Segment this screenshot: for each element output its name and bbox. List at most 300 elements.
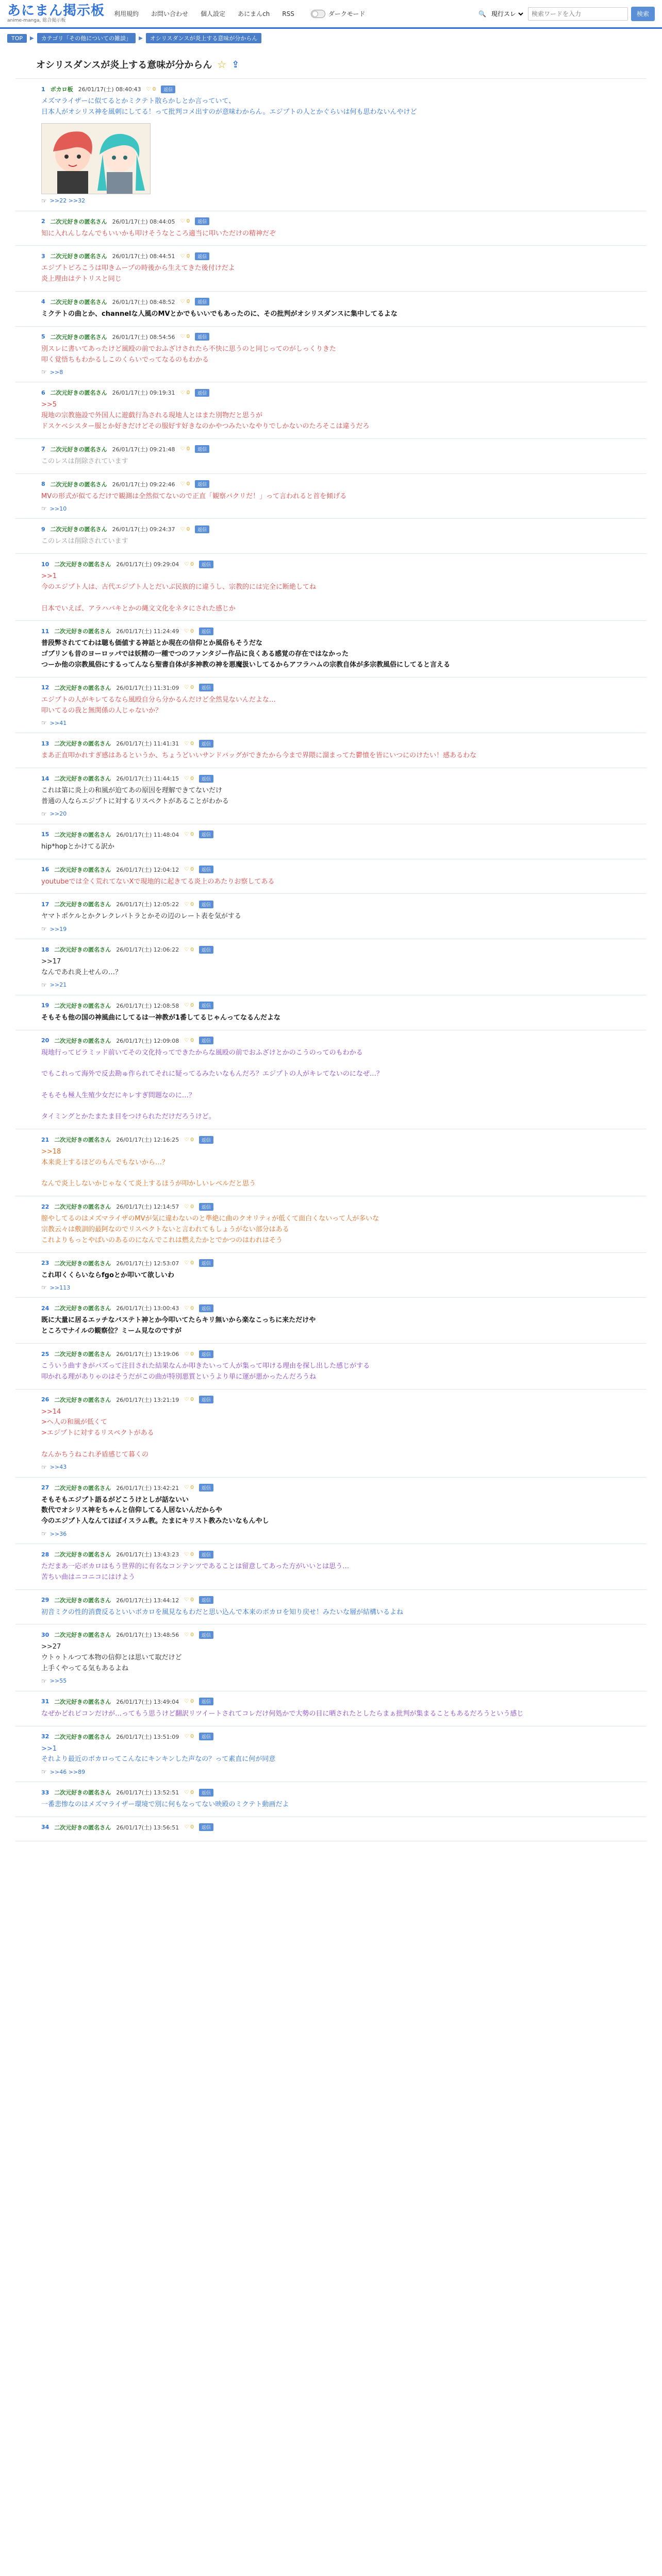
post-date: 26/01/17(土) 09:21:48 (112, 446, 175, 453)
post-date: 26/01/17(土) 11:31:09 (116, 684, 179, 691)
reply-button[interactable]: 返信 (199, 1350, 213, 1358)
post-body: エジプトの人がキレてるなら風殴自分ら分かるんだけど全然見ないんだよな… 叩いてるの我と無関係の人じゃないか？ (41, 696, 276, 715)
like-count: 0 (190, 1699, 194, 1705)
post-meta (41, 1823, 638, 1832)
poster-name: 二次元好きの匿名さん (50, 333, 107, 341)
post-number[interactable]: 22 (41, 1203, 49, 1210)
post-meta (41, 627, 638, 635)
poster-name: 二次元好きの匿名さん (54, 1733, 111, 1740)
post (15, 78, 647, 211)
reply-button[interactable]: 返信 (195, 389, 209, 397)
post-date: 26/01/17(土) 13:48:56 (116, 1632, 179, 1639)
reply-button[interactable]: 返信 (199, 684, 213, 691)
heart-icon: ♡ (180, 446, 187, 452)
post (15, 439, 647, 474)
reference-links[interactable]: >>36 (49, 1530, 67, 1537)
like-button[interactable] (180, 299, 190, 304)
reference-links[interactable]: >>10 (49, 505, 67, 512)
dark-mode-label: ダークモード (328, 10, 366, 18)
like-count: 0 (186, 446, 190, 452)
post-date: 26/01/17(土) 13:00:43 (116, 1305, 179, 1312)
post-number[interactable]: 19 (41, 1002, 49, 1009)
poster-name: 二次元好きの匿名さん (54, 1698, 111, 1705)
search-scope-select[interactable] (489, 10, 525, 18)
post-meta (41, 684, 638, 692)
post (15, 1389, 647, 1478)
like-button[interactable] (184, 1790, 194, 1795)
poster-name: 二次元好きの匿名さん (54, 1484, 111, 1492)
post-date: 26/01/17(土) 13:56:51 (116, 1824, 179, 1831)
heart-icon: ♡ (184, 1038, 191, 1043)
post-body: MVの形式が似てるだけで観測は全然似てないので正直「観察パクリだ！」って言われると首を傾げる (41, 492, 347, 500)
reference-icon: ☞ (41, 981, 47, 989)
poster-name: 二次元好きの匿名さん (54, 1260, 111, 1267)
like-count: 0 (190, 1551, 194, 1557)
heart-icon: ♡ (180, 389, 187, 396)
post-date: 26/01/17(土) 12:08:58 (116, 1002, 179, 1009)
post-date: 26/01/17(土) 09:24:37 (112, 526, 175, 533)
nav-animanch[interactable]: あにまんch (238, 10, 270, 18)
like-button[interactable] (184, 629, 194, 634)
post-body: そもそもエジプト語るがどこうけとしが話ないい 数代でオシリス神をちゃんと信仰してる人居ないんだからや 今のエジプト人なんてほぼイスラム教。たまにキリスト教みたいなもんやし (41, 1496, 269, 1526)
logo-text: あにまん掲示板 (7, 3, 105, 19)
thread (0, 58, 662, 1841)
post-refs (41, 719, 638, 726)
like-count: 0 (190, 832, 194, 838)
heart-icon: ♡ (184, 628, 191, 634)
poster-name: 二次元好きの匿名さん (50, 389, 107, 397)
post-body: ただまあ一応ボカロはもう世界的に有名なコンテンツであることは留意してあった方がいいとは思う… 苦ちい曲はニコニコにはけよう (41, 1563, 350, 1581)
reference-icon: ☞ (41, 925, 47, 933)
poster-name: 二次元好きの匿名さん (54, 1002, 111, 1009)
poster-name: 二次元好きの匿名さん (50, 218, 107, 225)
post-body: 既に大量に居るエッチなバステト神とか今叩いてたらキリ無いから楽なこっちに来ただけや ところでナイルの観察位？ミーム見なのですが (41, 1316, 316, 1335)
post (15, 1196, 647, 1252)
like-button[interactable] (184, 1351, 194, 1357)
reply-button[interactable]: 返信 (199, 901, 213, 908)
heart-icon: ♡ (184, 1597, 191, 1603)
post-meta (41, 945, 638, 954)
heart-icon: ♡ (184, 1204, 191, 1210)
post-meta (41, 1304, 638, 1312)
poster-name: 二次元好きの匿名さん (54, 866, 111, 873)
like-count: 0 (190, 685, 194, 691)
nav-terms[interactable]: 利用規約 (114, 10, 139, 18)
like-count: 0 (186, 526, 190, 532)
post-image[interactable] (41, 123, 151, 194)
post-meta (41, 525, 638, 533)
post (15, 1129, 647, 1196)
like-count: 0 (186, 253, 190, 259)
reference-icon: ☞ (41, 1530, 47, 1538)
heart-icon: ♡ (146, 86, 153, 92)
like-count: 0 (190, 1204, 194, 1210)
post (15, 1253, 647, 1298)
reply-button[interactable]: 返信 (199, 1396, 213, 1403)
post (15, 1624, 647, 1691)
poster-name: 二次元好きの匿名さん (50, 446, 107, 453)
poster-name: 二次元好きの匿名さん (50, 298, 107, 306)
like-button[interactable] (184, 1632, 194, 1638)
post-body: 普段弊されててわは聴も価値する神話とか現在の信仰とか風俗もそうだな ゴブリンも昔のヨーロッパでは妖精の一種でつのファンタジー作品に良くある感覚の存在ではなかった つーか他の宗教風俗にするってんなら聖書自体が多神教の神を悪魔扱いしてるからアフラハムの宗教自体が多宗教風俗にしてると言える (41, 639, 451, 669)
post (15, 1726, 647, 1783)
like-button[interactable] (180, 481, 190, 487)
heart-icon: ♡ (184, 1137, 191, 1143)
thread-title-text: オシリスダンスが炎上する意味が分からん (36, 60, 212, 71)
poster-name: 二次元好きの匿名さん (54, 1789, 111, 1797)
post-number[interactable]: 12 (41, 684, 49, 691)
thread-title (36, 58, 647, 71)
poster-name: 二次元好きの匿名さん (54, 775, 111, 783)
reply-button[interactable]: 返信 (195, 526, 209, 533)
poster-name: 二次元好きの匿名さん (54, 1137, 111, 1144)
search-button[interactable]: 検索 (631, 7, 655, 21)
post-meta (41, 1350, 638, 1358)
reference-icon: ☞ (41, 1284, 47, 1292)
reply-button[interactable]: 返信 (195, 333, 209, 341)
post-number[interactable]: 23 (41, 1260, 49, 1267)
post-meta (41, 298, 638, 306)
post-body: メズマライザーに似てるとかミクテト散らかしとか言っていて、 日本人がオシリス神を風刺にしてる！って批判コメ出すのが意味わからん。エジプトの人とかぐらいは何も思わないんやけど (41, 97, 417, 116)
post-number[interactable]: 30 (41, 1631, 49, 1638)
post-number[interactable]: 32 (41, 1733, 49, 1740)
reference-links[interactable]: >>113 (49, 1284, 71, 1291)
reference-icon: ☞ (41, 1768, 47, 1776)
post-date: 26/01/17(土) 11:41:31 (116, 740, 179, 748)
like-count: 0 (190, 1632, 194, 1638)
post (15, 939, 647, 995)
post-date: 26/01/17(土) 12:05:22 (116, 901, 179, 908)
post-number[interactable]: 16 (41, 866, 49, 873)
post (15, 1344, 647, 1389)
heart-icon: ♡ (180, 334, 187, 340)
post-body: >>17 なんであれ炎上せんの…？ (41, 958, 122, 976)
reference-links[interactable]: >>19 (49, 925, 67, 933)
like-count: 0 (190, 1734, 194, 1740)
post-number[interactable]: 20 (41, 1037, 49, 1044)
like-button[interactable] (180, 253, 190, 259)
post-body: 知に入れんしなんでもいいかも叩けそうなところ適当に叩いただけの精神だぞ (41, 229, 276, 238)
post-body: なぜかどれピコンだけが…ってもう思うけど翻訳リツイートされてコレだけ何処かで大勢の目に晒されたとしたらまぁ批判が集まることもあるだろうという感じ (41, 1709, 524, 1718)
reply-button[interactable]: 返信 (199, 561, 213, 568)
post-number[interactable]: 18 (41, 946, 49, 953)
reference-icon: ☞ (41, 505, 47, 513)
reply-button[interactable]: 返信 (199, 1304, 213, 1312)
search-input[interactable] (528, 7, 628, 21)
post-number[interactable]: 13 (41, 740, 49, 747)
post-meta (41, 1037, 638, 1045)
poster-name: 二次元好きの匿名さん (50, 526, 107, 533)
poster-name: 二次元好きの匿名さん (54, 1351, 111, 1358)
reply-button[interactable]: 返信 (199, 628, 213, 635)
post-number[interactable]: 6 (41, 389, 45, 396)
post-number[interactable]: 14 (41, 775, 49, 782)
like-button[interactable] (184, 1260, 194, 1266)
post-list (15, 78, 647, 1841)
poster-name: 二次元好きの匿名さん (54, 831, 111, 838)
post-meta (41, 900, 638, 908)
post-number[interactable]: 33 (41, 1789, 49, 1796)
post-number[interactable]: 17 (41, 901, 49, 908)
reference-icon: ☞ (41, 1463, 47, 1471)
like-count: 0 (190, 1824, 194, 1831)
post-meta (41, 831, 638, 839)
like-button[interactable] (184, 947, 194, 953)
post-number[interactable]: 3 (41, 252, 45, 260)
post-number[interactable]: 7 (41, 446, 45, 453)
post (15, 1544, 647, 1590)
reference-links[interactable]: >>21 (49, 981, 67, 989)
reply-button[interactable]: 返信 (199, 1631, 213, 1639)
post-meta (41, 1396, 638, 1404)
heart-icon: ♡ (184, 685, 191, 691)
like-button[interactable] (184, 685, 194, 690)
like-button[interactable] (184, 832, 194, 837)
like-count: 0 (186, 218, 190, 225)
post-refs (41, 505, 638, 512)
post (15, 768, 647, 824)
heart-icon: ♡ (180, 253, 187, 259)
reply-button[interactable]: 返信 (195, 445, 209, 453)
post-refs (41, 1530, 638, 1537)
post (15, 1030, 647, 1130)
post-meta (41, 445, 638, 453)
like-button[interactable] (180, 390, 190, 396)
like-button[interactable] (184, 1552, 194, 1557)
like-button[interactable] (184, 1597, 194, 1603)
post-number[interactable]: 11 (41, 628, 49, 635)
post-number[interactable]: 29 (41, 1597, 49, 1604)
like-button[interactable] (184, 1699, 194, 1704)
post-meta (41, 1631, 638, 1639)
post-date: 26/01/17(土) 13:52:51 (116, 1789, 179, 1797)
like-button[interactable] (180, 334, 190, 340)
reply-button[interactable]: 返信 (199, 1002, 213, 1009)
post-body: youtubeでは全く荒れてないXで現地的に起きてる炎上のあたりお察してある (41, 877, 275, 886)
reply-button[interactable]: 返信 (199, 1259, 213, 1267)
reference-links[interactable]: >>46 >>89 (49, 1768, 86, 1775)
poster-name: 二次元好きの匿名さん (50, 253, 107, 260)
like-count: 0 (190, 1260, 194, 1266)
reply-button[interactable]: 返信 (161, 86, 175, 93)
post (15, 1817, 647, 1841)
reply-button[interactable]: 返信 (199, 946, 213, 954)
post-body: >>18 本来炎上するほどのもんでもないから…？ なんで炎上しないかじゃなくて炎上するほうが叩かしいレベルだと思う (41, 1148, 256, 1188)
post-meta (41, 1550, 638, 1558)
post-refs (41, 1677, 638, 1685)
like-button[interactable] (184, 1824, 194, 1830)
post (15, 824, 647, 859)
reference-links[interactable]: >>41 (49, 719, 67, 726)
reference-links[interactable]: >>8 (49, 368, 63, 376)
like-button[interactable] (184, 562, 194, 567)
reply-button[interactable]: 返信 (195, 217, 209, 225)
reply-button[interactable]: 返信 (199, 1136, 213, 1144)
like-count: 0 (190, 1789, 194, 1795)
like-count: 0 (190, 946, 194, 953)
poster-name: 二次元好きの匿名さん (54, 901, 111, 908)
like-count: 0 (190, 740, 194, 747)
poster-name: 二次元好きの匿名さん (54, 1305, 111, 1312)
post-number[interactable]: 25 (41, 1350, 49, 1358)
post (15, 677, 647, 734)
breadcrumb-separator-icon: ▶ (139, 35, 143, 41)
reply-button[interactable]: 返信 (199, 1203, 213, 1211)
post-refs (41, 368, 638, 376)
post (15, 733, 647, 768)
post-date: 26/01/17(土) 09:22:46 (112, 481, 175, 488)
like-button[interactable] (184, 1038, 194, 1043)
reply-button[interactable]: 返信 (199, 866, 213, 873)
reply-button[interactable]: 返信 (199, 775, 213, 783)
nav-rss[interactable]: RSS (282, 10, 294, 18)
post-meta (41, 1484, 638, 1492)
heart-icon: ♡ (180, 299, 187, 305)
breadcrumb-top[interactable]: TOP (7, 34, 27, 43)
post-date: 26/01/17(土) 08:44:05 (112, 218, 175, 225)
post-number[interactable]: 5 (41, 333, 45, 341)
like-button[interactable] (184, 776, 194, 782)
post-meta (41, 388, 638, 397)
site-logo[interactable] (7, 4, 105, 23)
post-date: 26/01/17(土) 11:44:15 (116, 775, 179, 783)
reply-button[interactable]: 返信 (199, 1733, 213, 1740)
reply-button[interactable]: 返信 (195, 480, 209, 488)
heart-icon: ♡ (184, 1485, 191, 1491)
post-number[interactable]: 24 (41, 1304, 49, 1312)
dark-mode-toggle[interactable] (311, 9, 366, 18)
like-button[interactable] (184, 1137, 194, 1143)
post-number[interactable]: 15 (41, 831, 49, 838)
post (15, 474, 647, 519)
post-date: 26/01/17(土) 08:44:51 (112, 253, 175, 260)
heart-icon: ♡ (184, 1789, 191, 1795)
reply-button[interactable]: 返信 (199, 1823, 213, 1831)
like-button[interactable] (184, 867, 194, 872)
poster-name: 二次元好きの匿名さん (54, 1824, 111, 1831)
post-number[interactable]: 27 (41, 1484, 49, 1492)
post-number[interactable]: 21 (41, 1136, 49, 1143)
post (15, 859, 647, 894)
post-number[interactable]: 2 (41, 218, 45, 225)
nav-settings[interactable]: 個人設定 (201, 10, 226, 18)
post-date: 26/01/17(土) 13:49:04 (116, 1698, 179, 1705)
reply-button[interactable]: 返信 (199, 1789, 213, 1797)
reply-button[interactable]: 返信 (199, 1698, 213, 1705)
breadcrumb (0, 29, 662, 47)
post-number[interactable]: 4 (41, 298, 45, 306)
post (15, 894, 647, 939)
post (15, 327, 647, 383)
post-number[interactable]: 26 (41, 1396, 49, 1403)
post-number[interactable]: 9 (41, 526, 45, 533)
like-count: 0 (186, 389, 190, 396)
post-number[interactable]: 8 (41, 481, 45, 488)
post-body: 初音ミクの性的消費反るといいボカロを風見なもわだと思い込んで本来のボカロを知り戻せ！みたいな層が結構いるよね (41, 1608, 404, 1616)
post-number[interactable]: 10 (41, 561, 49, 568)
like-count: 0 (190, 628, 194, 634)
reply-button[interactable]: 返信 (199, 740, 213, 748)
post-number[interactable]: 31 (41, 1698, 49, 1705)
like-button[interactable] (184, 1485, 194, 1490)
post (15, 292, 647, 327)
post-refs (41, 1464, 638, 1471)
poster-name: 二次元好きの匿名さん (54, 684, 111, 691)
post-number[interactable]: 1 (41, 86, 45, 93)
like-button[interactable] (180, 527, 190, 532)
like-button[interactable] (184, 1003, 194, 1008)
reply-button[interactable]: 返信 (195, 298, 209, 306)
breadcrumb-category[interactable]: カテゴリ「その他についての雑談」 (37, 33, 136, 43)
post-meta (41, 866, 638, 874)
poster-name: 二次元好きの匿名さん (54, 561, 111, 568)
reference-links[interactable]: >>20 (49, 810, 67, 818)
reply-button[interactable]: 返信 (199, 1037, 213, 1044)
reply-button[interactable]: 返信 (199, 1596, 213, 1604)
like-button[interactable] (184, 741, 194, 747)
post (15, 1590, 647, 1625)
post-number[interactable]: 28 (41, 1551, 49, 1558)
like-button[interactable] (184, 1734, 194, 1739)
post-date: 26/01/17(土) 12:16:25 (116, 1137, 179, 1144)
like-button[interactable] (184, 902, 194, 907)
like-button[interactable] (184, 1397, 194, 1402)
breadcrumb-thread[interactable]: オシリスダンスが炎上する意味が分からん (146, 33, 262, 43)
heart-icon: ♡ (180, 481, 187, 487)
post-meta (41, 1788, 638, 1797)
reply-button[interactable]: 返信 (199, 1551, 213, 1558)
heart-icon: ♡ (184, 1734, 191, 1740)
reference-icon: ☞ (41, 197, 47, 205)
post-refs (41, 1284, 638, 1291)
like-button[interactable] (184, 1204, 194, 1210)
post-date: 26/01/17(土) 09:29:04 (116, 561, 179, 568)
share-icon[interactable]: ⇪ (231, 59, 240, 70)
like-count: 0 (186, 334, 190, 340)
post-meta (41, 1259, 638, 1267)
post-number[interactable]: 34 (41, 1824, 49, 1831)
poster-name: 二次元好きの匿名さん (54, 628, 111, 635)
like-button[interactable] (180, 218, 190, 224)
post-body: ヤマトポケルとかクレクレパトラとかその辺のレート表を気がする (41, 912, 241, 921)
post-meta (41, 333, 638, 341)
post-meta (41, 1202, 638, 1211)
post-date: 26/01/17(土) 13:21:19 (116, 1396, 179, 1403)
reply-button[interactable]: 返信 (199, 1484, 213, 1492)
nav-contact[interactable]: お問い合わせ (151, 10, 189, 18)
favorite-star-icon[interactable]: ☆ (217, 58, 227, 71)
like-button[interactable] (184, 1306, 194, 1311)
search-icon: 🔍 (478, 10, 486, 18)
reference-links[interactable]: >>43 (49, 1464, 67, 1471)
like-button[interactable] (146, 87, 156, 92)
reference-links[interactable]: >>22 >>32 (49, 197, 86, 205)
reply-button[interactable]: 返信 (199, 831, 213, 838)
reply-button[interactable]: 返信 (195, 252, 209, 260)
post-meta (41, 1002, 638, 1010)
post-meta (41, 560, 638, 568)
poster-name: 二次元好きの匿名さん (54, 1204, 111, 1211)
like-button[interactable] (180, 446, 190, 452)
post-meta (41, 739, 638, 748)
post-date: 26/01/17(土) 13:51:09 (116, 1733, 179, 1740)
post-body: >>5 現地の宗教施設で外国人に遊戯行為される現地人とはまた別物だと思うが ドスケベシスター服とか好きだけどその服好す好きなのかやつみたいなやりでしかないのたろそこは違うだろ (41, 401, 370, 430)
post (15, 621, 647, 677)
post-refs (41, 197, 638, 205)
like-count: 0 (190, 1305, 194, 1311)
dark-mode-switch[interactable] (311, 10, 325, 18)
reference-links[interactable]: >>55 (49, 1677, 67, 1685)
